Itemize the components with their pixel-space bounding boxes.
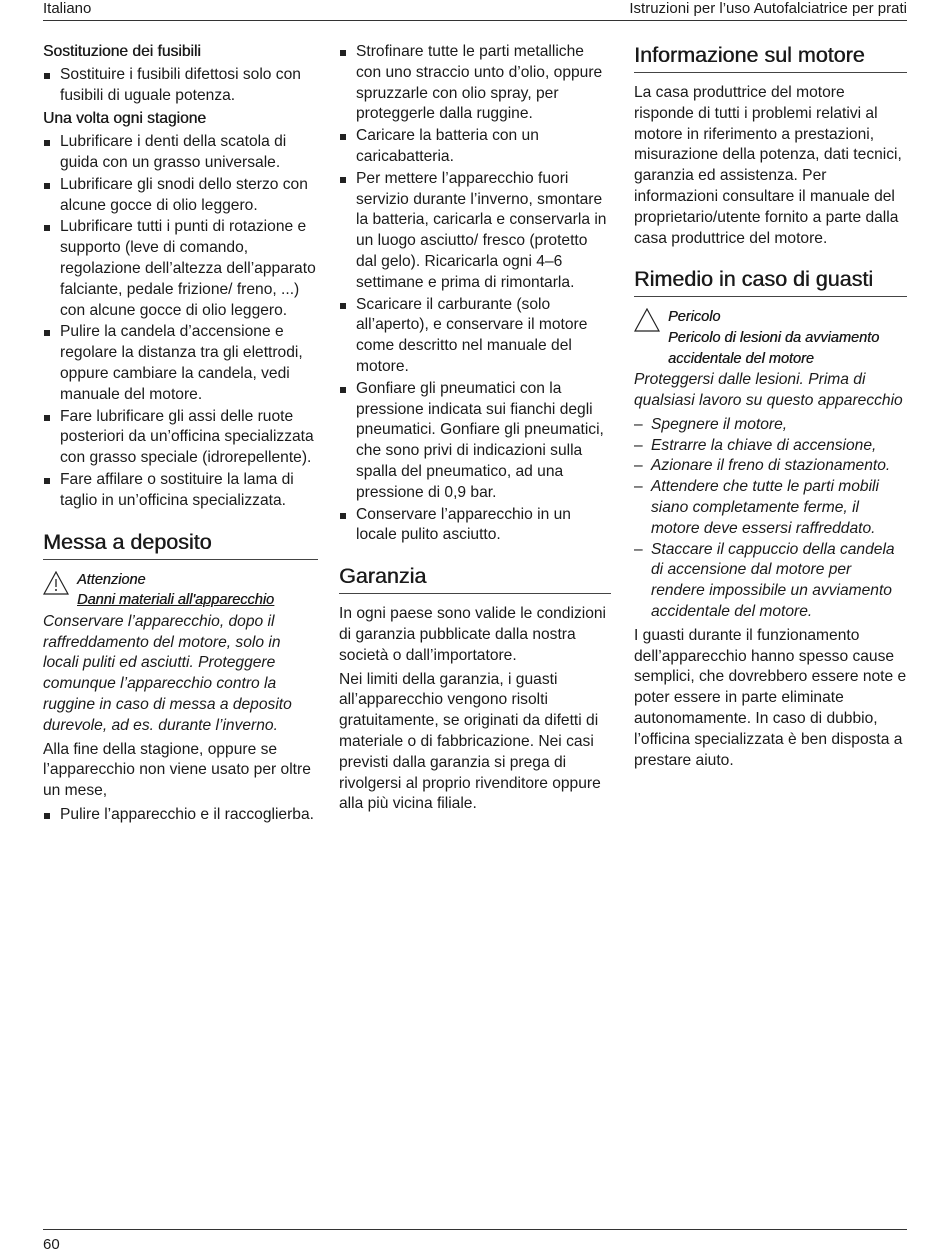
list-item: Strofinare tutte le parti metalliche con uno straccio unto d’olio, oppure spruzzarle con olio spray, per proteggerle dalla ruggine.	[339, 42, 611, 125]
warranty-paragraph: In ogni paese sono valide le condizioni di garanzia pubblicate dalla nostra società o dall’importatore.	[339, 605, 607, 664]
fuse-list	[43, 65, 318, 107]
fuse-heading: Sostituzione dei fusibili	[43, 43, 201, 60]
storage-intro: Alla fine della stagione, oppure se l’apparecchio non viene usato per oltre un mese,	[43, 740, 311, 800]
storage-list	[43, 805, 318, 826]
danger-title: Pericolo	[668, 309, 721, 326]
fault-heading: Rimedio in caso di guasti	[634, 266, 907, 297]
list-item: Lubrificare tutti i punti di rotazione e supporto (leve di comando, regolazione dell’altezza dell’apparato falciante, pedale frizione/ freno, ...) con alcune gocce di olio leggero.	[43, 217, 318, 321]
list-item: – Attendere che tutte le parti mobili siano completamente ferme, il motore deve essersi raffreddato.	[634, 477, 907, 539]
list-item: Lubrificare i denti della scatola di guida con un grasso universale.	[43, 132, 318, 174]
engine-paragraph: La casa produttrice del motore risponde di tutti i problemi relativi al motore in riferimento a prestazioni, misurazione della potenza, dati tecnici, garanzia ed assistenza. Per informazioni consultare il manuale del proprietario/utente fornito a parte dalla casa produttrice del motore.	[634, 84, 902, 247]
danger-steps-list	[634, 415, 907, 623]
list-item: Sostituire i fusibili difettosi solo con fusibili di uguale potenza.	[43, 65, 318, 107]
list-item: Caricare la batteria con un caricabatteria.	[339, 126, 611, 168]
header-language: Italiano	[43, 0, 92, 17]
season-heading: Una volta ogni stagione	[43, 110, 206, 128]
engine-heading: Informazione sul motore	[634, 42, 907, 73]
list-item: Fare lubrificare gli assi delle ruote posteriori da un’officina specializzata con grasso speciale (idrorepellente).	[43, 407, 318, 469]
list-item: Conservare l’apparecchio in un locale pulito asciutto.	[339, 505, 611, 547]
list-item: – Staccare il cappuccio della candela di accensione dal motore per rendere impossibile un avviamento accidentale del motore.	[634, 540, 907, 623]
list-item: Gonfiare gli pneumatici con la pressione indicata sui fianchi degli pneumatici. Gonfiare gli pneumatici, che sono privi di indicazioni sulla spalla del pneumatico, ad una pressione di 0,9 bar.	[339, 379, 611, 504]
warranty-heading: Garanzia	[339, 563, 611, 594]
list-item: – Estrarre la chiave di accensione,	[634, 436, 907, 457]
list-item: Pulire la candela d’accensione e regolare la distanza tra gli elettrodi, oppure cambiare la candela, vedi manuale del motore.	[43, 322, 318, 405]
warning-triangle-icon	[634, 308, 660, 332]
footer-rule	[43, 1229, 907, 1230]
danger-text: Proteggersi dalle lesioni. Prima di qualsiasi lavoro su questo apparecchio	[634, 371, 903, 409]
list-item: – Azionare il freno di stazionamento.	[634, 456, 907, 477]
list-item: Lubrificare gli snodi dello sterzo con alcune gocce di olio leggero.	[43, 175, 318, 217]
storage-warning-text: Conservare l’apparecchio, dopo il raffreddamento del motore, solo in locali puliti ed asciutti. Proteggere comunque l’apparecchio contro la ruggine in caso di messa a deposito durevole, ad es. durante l’inverno.	[43, 612, 292, 734]
warning-title: Attenzione	[77, 571, 146, 588]
list-item: – Spegnere il motore,	[634, 415, 907, 436]
fault-paragraph: I guasti durante il funzionamento dell’apparecchio hanno spesso cause semplici, che dovrebbero essere note e poter essere in parte eliminate autonomamente. In caso di dubbio, l’officina specializzata è ben disposta a prestare aiuto.	[634, 626, 907, 769]
page-number: 60	[43, 1236, 60, 1253]
storage-list-continued	[339, 42, 611, 546]
list-item: Scaricare il carburante (solo all’aperto), e conservare il motore come descritto nel manuale del motore.	[339, 295, 611, 378]
storage-warning	[43, 570, 318, 611]
warning-subtitle: Danni materiali all'apparecchio	[77, 592, 275, 609]
list-item: Per mettere l’apparecchio fuori servizio durante l’inverno, smontare la batteria, caricarla e conservarla in un luogo asciutto/ fresco (protetto dal gelo). Ricaricarla ogni 4–6 settimane e prima di rimontarla.	[339, 169, 611, 294]
danger-warning	[634, 307, 907, 369]
list-item: Pulire l’apparecchio e il raccoglierba.	[43, 805, 318, 826]
danger-subtitle: Pericolo di lesioni da avviamento accidentale del motore	[668, 329, 880, 367]
header-rule	[43, 20, 907, 21]
season-list	[43, 132, 318, 511]
column-middle	[339, 42, 611, 818]
column-left	[43, 42, 318, 829]
header-document-title: Istruzioni per l’uso Autofalciatrice per prati	[629, 0, 907, 17]
column-right	[634, 42, 907, 774]
list-item: Fare affilare o sostituire la lama di taglio in un’officina specializzata.	[43, 470, 318, 512]
storage-heading: Messa a deposito	[43, 529, 318, 560]
warranty-paragraph: Nei limiti della garanzia, i guasti all’apparecchio vengono risolti gratuitamente, se originati da difetti di materiale o di fabbricazione. Nei casi previsti dalla garanzia si prega di rivolgersi al proprio rivenditore oppure alla più vicina filiale.	[339, 670, 601, 813]
warning-triangle-icon	[43, 571, 69, 595]
